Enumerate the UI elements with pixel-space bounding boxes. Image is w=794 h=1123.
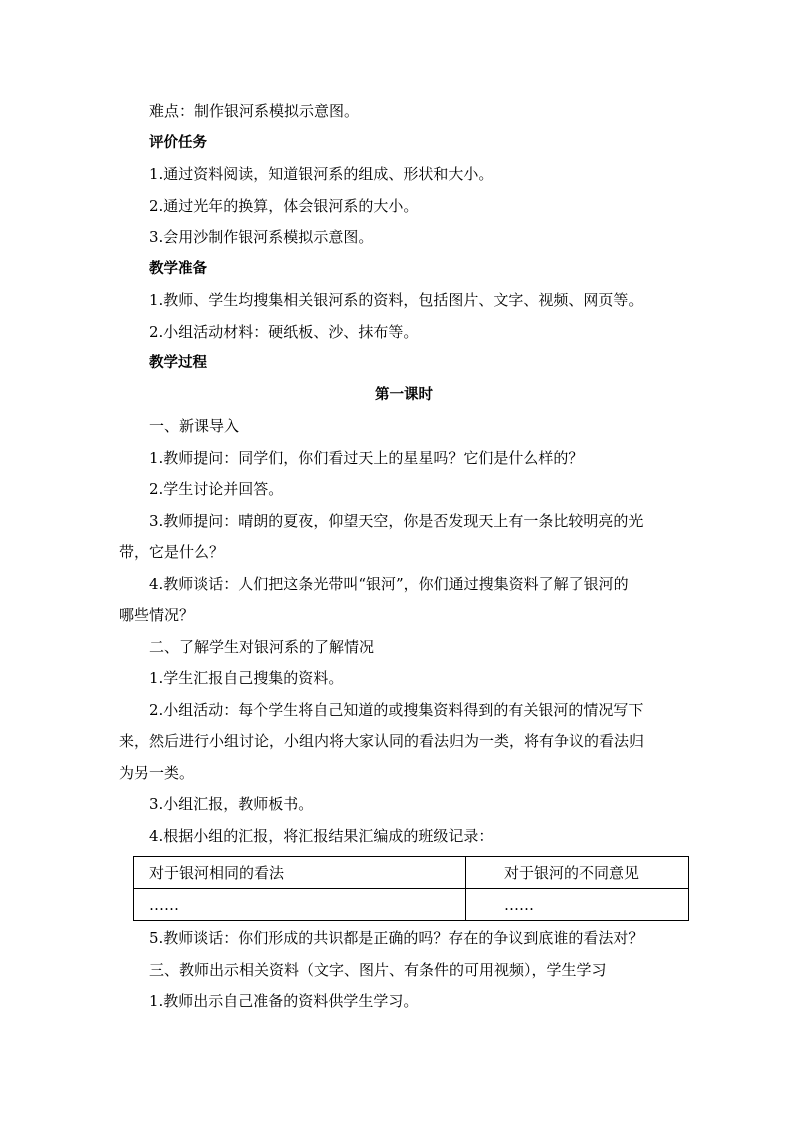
section-1-title: 一、新课导入 <box>149 417 240 435</box>
section-1-item-4-line-2: 哪些情况？ <box>119 606 195 624</box>
section-2-item-2-line-3: 为另一类。 <box>119 763 195 782</box>
table-cell-same-views: …… <box>134 889 466 921</box>
section-2-item-1: 1.学生汇报自己搜集的资料。 <box>149 669 344 687</box>
section-2-item-3: 3.小组汇报，教师板书。 <box>149 795 314 813</box>
preparation-item-1: 1.教师、学生均搜集相关银河系的资料，包括图片、文字、视频、网页等。 <box>149 291 644 309</box>
table-header-row <box>134 857 689 889</box>
section-2-item-2-line-2: 来，然后进行小组讨论，小组内将大家认同的看法归为一类，将有争议的看法归 <box>119 732 645 750</box>
section-2-item-4: 4.根据小组的汇报，将汇报结果汇编成的班级记录： <box>149 826 494 845</box>
section-1-item-2: 2.学生讨论并回答。 <box>149 480 284 498</box>
table-header-same-views: 对于银河相同的看法 <box>134 857 466 889</box>
evaluation-item-1: 1.通过资料阅读，知道银河系的组成、形状和大小。 <box>149 165 494 183</box>
process-heading: 教学过程 <box>149 355 207 371</box>
lesson-title: 第一课时 <box>375 386 433 403</box>
section-1-item-1: 1.教师提问：同学们，你们看过天上的星星吗？它们是什么样的？ <box>149 448 584 467</box>
evaluation-heading: 评价任务 <box>149 134 207 151</box>
section-1-item-4-line-1: 4.教师谈话：人们把这条光带叫“银河”，你们通过搜集资料了解了银河的 <box>149 574 629 593</box>
section-3-title: 三、教师出示相关资料（文字、图片、有条件的可用视频），学生学习 <box>149 960 607 979</box>
table-row <box>134 889 689 921</box>
preparation-heading: 教学准备 <box>149 260 207 277</box>
table-cell-different-views: …… <box>466 889 689 921</box>
section-2-item-2-line-1: 2.小组活动：每个学生将自己知道的或搜集资料得到的有关银河的情况写下 <box>149 700 644 719</box>
section-1-item-3-line-1: 3.教师提问：晴朗的夏夜，仰望天空，你是否发现天上有一条比较明亮的光 <box>149 511 644 530</box>
preparation-item-2: 2.小组活动材料：硬纸板、沙、抹布等。 <box>149 322 419 341</box>
section-2-item-5: 5.教师谈话：你们形成的共识都是正确的吗？存在的争议到底谁的看法对？ <box>149 929 644 947</box>
class-record-table <box>133 856 689 921</box>
evaluation-item-2: 2.通过光年的换算，体会银河系的大小。 <box>149 196 419 215</box>
table-header-different-views: 对于银河的不同意见 <box>466 857 689 889</box>
evaluation-item-3: 3.会用沙制作银河系模拟示意图。 <box>149 228 374 246</box>
document-body <box>119 96 689 1018</box>
section-1-item-3-line-2: 带，它是什么？ <box>119 543 225 561</box>
difficulty-point: 难点：制作银河系模拟示意图。 <box>149 102 360 120</box>
section-2-title: 二、了解学生对银河系的了解情况 <box>149 637 375 656</box>
section-3-item-1: 1.教师出示自己准备的资料供学生学习。 <box>149 992 419 1010</box>
